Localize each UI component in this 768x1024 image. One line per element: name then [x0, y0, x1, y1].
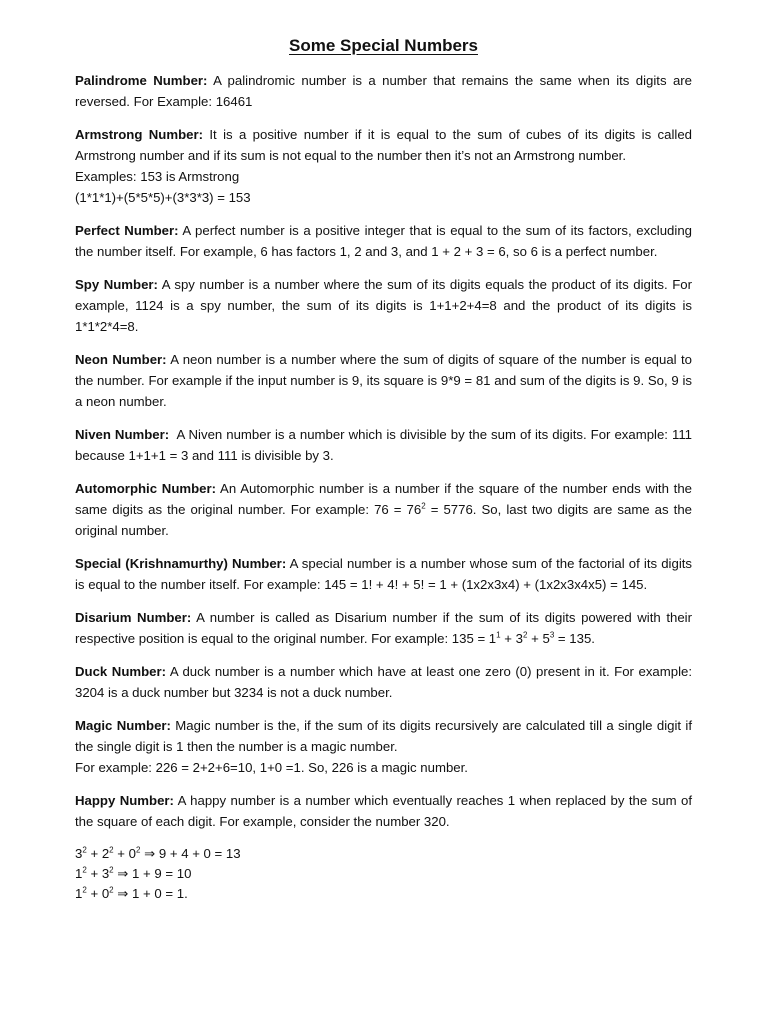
magic-example-line: For example: 226 = 2+2+6=10, 1+0 =1. So, 226 is a magic number.: [75, 760, 468, 775]
eq2-exponent-1: 2: [82, 865, 87, 875]
armstrong-equation-line: (1*1*1)+(5*5*5)+(3*3*3) = 153: [75, 190, 251, 205]
text-disarium-d: = 135.: [554, 631, 595, 646]
armstrong-example-line: Examples: 153 is Armstrong: [75, 169, 240, 184]
text-palindrome: A palindromic number is a number that remains the same when its digits are reversed. For Example: 16461: [75, 73, 693, 109]
section-special: [75, 553, 692, 595]
term-armstrong: Armstrong Number:: [75, 127, 203, 142]
eq1-base-b: + 2: [86, 846, 110, 861]
section-duck: [75, 661, 692, 703]
eq1-base-a: 3: [75, 846, 83, 861]
page-title: Some Special Numbers: [289, 36, 478, 55]
section-neon: [75, 349, 692, 412]
text-niven: A Niven number is a number which is divisible by the sum of its digits. For example: 111 because 1+1+1 = 3 and 111 is divisible by 3.: [75, 427, 696, 463]
happy-equation-3: [75, 884, 692, 904]
term-disarium: Disarium Number:: [75, 610, 192, 625]
eq1-exponent-1: 2: [82, 845, 87, 855]
text-armstrong: It is a positive number if it is equal to the sum of cubes of its digits is called Armstrong number and if its sum is not equal to the number then it’s not an Armstrong number.: [75, 127, 692, 163]
term-happy: Happy Number:: [75, 793, 174, 808]
section-niven: [75, 424, 696, 466]
term-spy: Spy Number:: [75, 277, 158, 292]
term-special: Special (Krishnamurthy) Number:: [75, 556, 287, 571]
text-happy: A happy number is a number which eventually reaches 1 when replaced by the sum of the square of each digit. For example, consider the number 320.: [75, 793, 692, 829]
text-disarium-c: + 5: [527, 631, 550, 646]
eq2-base-a: 1: [75, 866, 83, 881]
term-magic: Magic Number:: [75, 718, 171, 733]
eq3-exponent-1: 2: [82, 885, 87, 895]
eq1-result: ⇒ 9 + 4 + 0 = 13: [140, 846, 241, 861]
text-special: A special number is a number whose sum of the factorial of its digits is equal to the number itself. For example: 145 = 1! + 4! + 5! = 1 + (1x2x3x4) + (1x2x3x4x5) = 145.: [75, 556, 693, 592]
eq3-base-a: 1: [75, 886, 83, 901]
eq3-exponent-2: 2: [109, 885, 114, 895]
text-magic: Magic number is the, if the sum of its digits recursively are calculated till a single digit if the single digit is 1 then the number is a magic number.: [75, 718, 692, 754]
eq3-base-b: + 0: [86, 886, 110, 901]
eq3-result: ⇒ 1 + 0 = 1.: [113, 886, 188, 901]
term-niven: Niven Number:: [75, 427, 170, 442]
disarium-exponent-3: 3: [549, 630, 555, 640]
section-perfect: [75, 220, 692, 262]
text-neon: A neon number is a number where the sum of digits of square of the number is equal to the number. For example if the input number is 9, its square is 9*9 = 81 and sum of the digits is 9. So, 9 is a neon number.: [75, 352, 692, 409]
text-duck: A duck number is a number which have at least one zero (0) present in it. For example: 3204 is a duck number but 3234 is not a duck number.: [75, 664, 692, 700]
eq1-exponent-3: 2: [136, 845, 141, 855]
text-spy: A spy number is a number where the sum of its digits equals the product of its digits. For example, 1124 is a spy number, the sum of its digits is 1+1+2+4=8 and the product of its digits is 1*1*2*4=8.: [75, 277, 692, 334]
section-magic: [75, 715, 692, 778]
eq2-base-b: + 3: [86, 866, 110, 881]
term-palindrome: Palindrome Number:: [75, 73, 208, 88]
section-automorphic: [75, 478, 692, 541]
text-disarium-b: + 3: [500, 631, 523, 646]
section-spy: [75, 274, 692, 337]
eq1-base-c: + 0: [113, 846, 136, 861]
eq2-exponent-2: 2: [109, 865, 114, 875]
eq1-exponent-2: 2: [109, 845, 114, 855]
section-disarium: [75, 607, 692, 649]
term-perfect: Perfect Number:: [75, 223, 179, 238]
disarium-exponent-1: 1: [496, 630, 501, 640]
happy-equation-2: [75, 864, 692, 884]
text-perfect: A perfect number is a positive integer that is equal to the sum of its factors, excluding the number itself. For example, 6 has factors 1, 2 and 3, and 1 + 2 + 3 = 6, so 6 is a perfect number.: [75, 223, 692, 259]
disarium-exponent-2: 2: [522, 630, 528, 640]
eq2-result: ⇒ 1 + 9 = 10: [113, 866, 192, 881]
term-automorphic: Automorphic Number:: [75, 481, 217, 496]
text-disarium-a: A number is called as Disarium number if the sum of its digits powered with their respective position is equal to the original number. For example: 135 = 1: [75, 610, 692, 646]
section-palindrome: [75, 70, 692, 112]
section-happy: [75, 790, 692, 832]
section-armstrong: [75, 124, 692, 208]
text-automorphic-a: An Automorphic number is a number if the square of the number ends with the same digits as the original number. For example: 76 = 76: [75, 481, 693, 517]
automorphic-exponent: 2: [421, 501, 426, 511]
happy-equation-1: [75, 844, 692, 864]
term-neon: Neon Number:: [75, 352, 167, 367]
text-automorphic-b: = 5776. So, last two digits are same as the original number.: [75, 502, 692, 538]
term-duck: Duck Number:: [75, 664, 167, 679]
